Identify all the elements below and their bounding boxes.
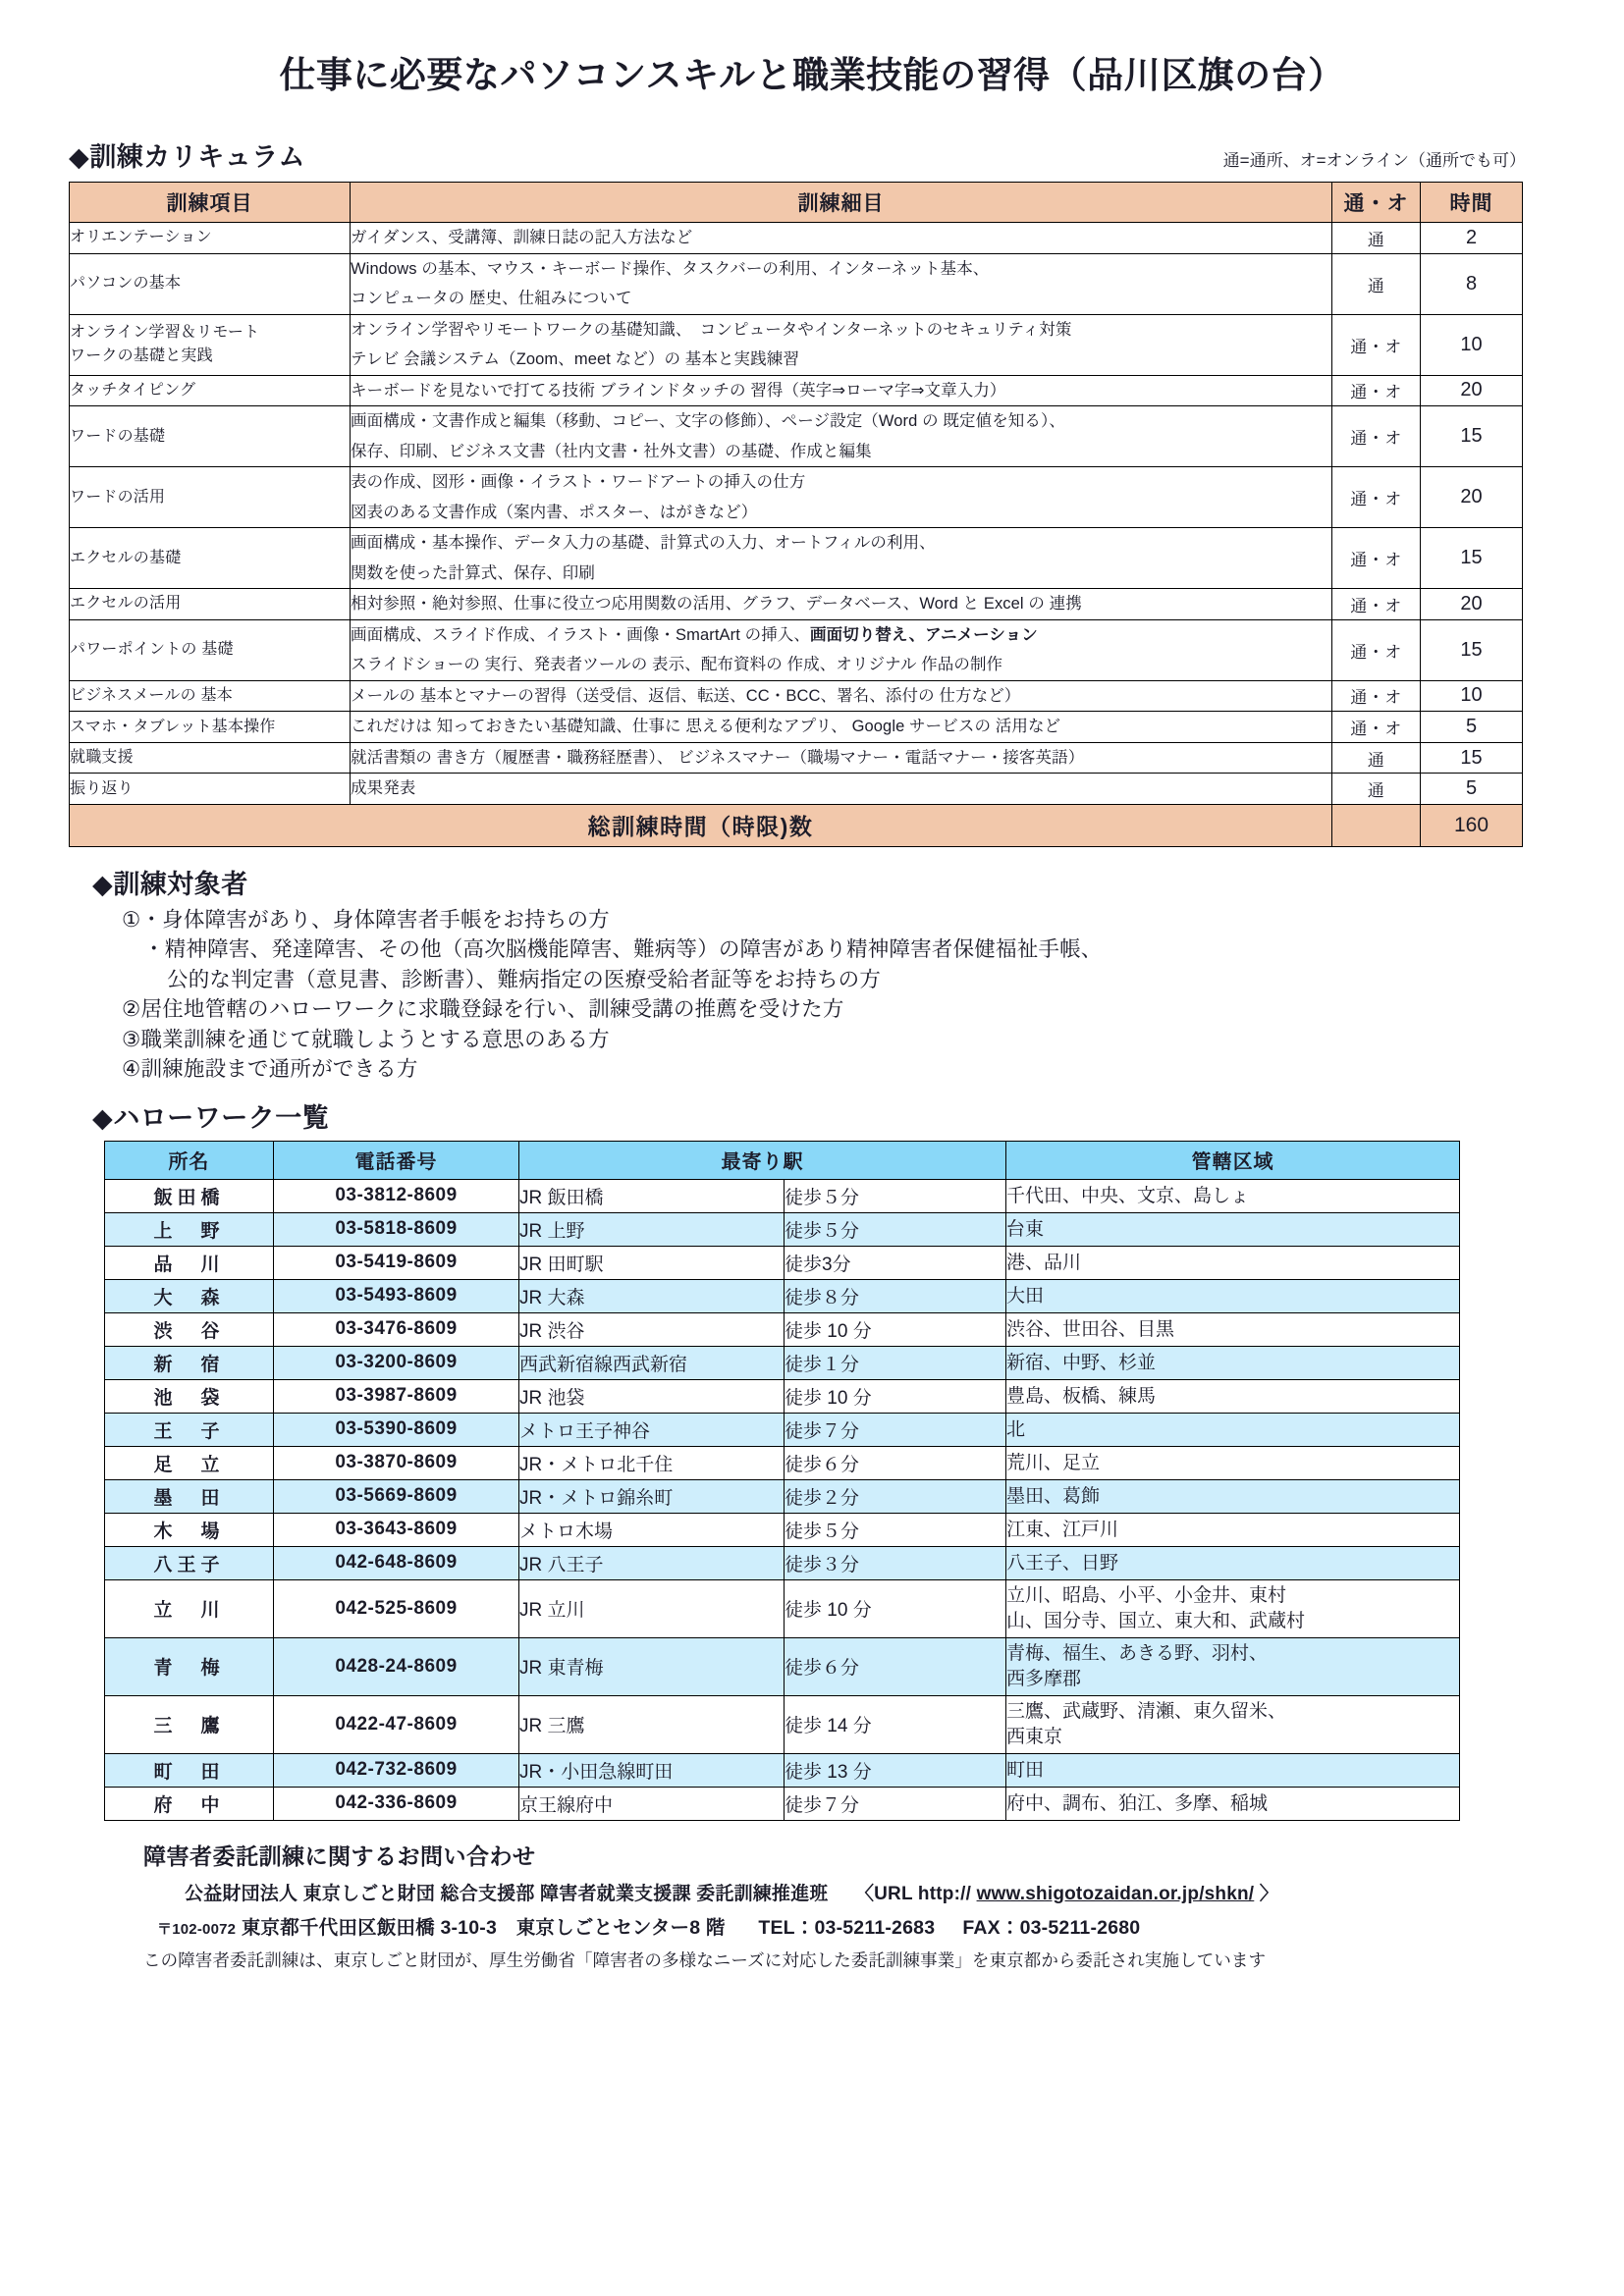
hellowork-walk-time: 徒歩８分 — [785, 1279, 1006, 1312]
curriculum-legend-note: 通=通所、オ=オンライン（通所でも可） — [1222, 151, 1526, 170]
curriculum-row — [70, 253, 1523, 314]
hellowork-telephone: 03-5419-8609 — [274, 1246, 519, 1279]
curriculum-item-mode: 通・オ — [1332, 712, 1421, 743]
hellowork-office-name: 新 宿 — [105, 1346, 274, 1379]
curriculum-header-row — [70, 183, 1523, 223]
hellowork-jurisdiction: 立川、昭島、小平、小金井、東村 山、国分寺、国立、東大和、武蔵村 — [1006, 1579, 1460, 1637]
hellowork-section-header — [69, 1096, 1555, 1135]
hellowork-row — [105, 1753, 1460, 1787]
hellowork-walk-time: 徒歩７分 — [785, 1413, 1006, 1446]
hellowork-station: JR 大森 — [519, 1279, 785, 1312]
hellowork-telephone: 03-3987-8609 — [274, 1379, 519, 1413]
hellowork-station: JR 三鷹 — [519, 1695, 785, 1753]
curriculum-item-hours: 2 — [1421, 223, 1523, 254]
target-section — [69, 863, 1555, 1085]
curriculum-item-detail: メールの 基本とマナーの習得（送受信、返信、転送、CC・BCC、署名、添付の 仕方など） — [351, 680, 1332, 712]
curriculum-item-detail: 画面構成、スライド作成、イラスト・画像・SmartArt の挿入、画面切り替え、アニメーション スライドショーの 実行、発表者ツールの 表示、配布資料の 作成、オリジナル 作品の制作 — [351, 619, 1332, 680]
curriculum-item-name: スマホ・タブレット基本操作 — [70, 712, 351, 743]
hellowork-row — [105, 1179, 1460, 1212]
hellowork-jurisdiction: 江東、江戸川 — [1006, 1513, 1460, 1546]
col-header-item: 訓練項目 — [70, 183, 351, 223]
curriculum-item-detail: 成果発表 — [351, 774, 1332, 805]
curriculum-item-name: ワードの活用 — [70, 467, 351, 528]
hellowork-station: JR 八王子 — [519, 1546, 785, 1579]
curriculum-item-detail: Windows の基本、マウス・キーボード操作、タスクバーの利用、インターネット基本、 コンピュータの 歴史、仕組みについて — [351, 253, 1332, 314]
hellowork-station: JR 上野 — [519, 1212, 785, 1246]
hellowork-row — [105, 1637, 1460, 1695]
curriculum-item-name: パワーポイントの 基礎 — [70, 619, 351, 680]
hellowork-office-name: 上 野 — [105, 1212, 274, 1246]
hellowork-walk-time: 徒歩１分 — [785, 1346, 1006, 1379]
curriculum-item-name: 就職支援 — [70, 742, 351, 774]
curriculum-heading: ◆訓練カリキュラム — [69, 142, 305, 172]
hellowork-office-name: 大 森 — [105, 1279, 274, 1312]
curriculum-row — [70, 467, 1523, 528]
hellowork-walk-time: 徒歩６分 — [785, 1446, 1006, 1479]
curriculum-item-name: パソコンの基本 — [70, 253, 351, 314]
target-line-list — [92, 905, 1555, 1085]
hellowork-office-name: 青 梅 — [105, 1637, 274, 1695]
hellowork-telephone: 042-648-8609 — [274, 1546, 519, 1579]
curriculum-item-mode: 通・オ — [1332, 589, 1421, 620]
curriculum-item-mode: 通・オ — [1332, 406, 1421, 467]
target-requirement-line: ①・身体障害があり、身体障害者手帳をお持ちの方 — [122, 907, 610, 932]
curriculum-item-name: オンライン学習＆リモート ワークの基礎と実践 — [70, 314, 351, 375]
hellowork-telephone: 03-3476-8609 — [274, 1312, 519, 1346]
hellowork-row — [105, 1346, 1460, 1379]
hellowork-jurisdiction: 大田 — [1006, 1279, 1460, 1312]
hellowork-station: JR 渋谷 — [519, 1312, 785, 1346]
curriculum-row — [70, 680, 1523, 712]
curriculum-row — [70, 742, 1523, 774]
hellowork-office-name: 町 田 — [105, 1753, 274, 1787]
hellowork-station: メトロ木場 — [519, 1513, 785, 1546]
hellowork-row — [105, 1446, 1460, 1479]
hellowork-walk-time: 徒歩３分 — [785, 1546, 1006, 1579]
target-requirement-line: ②居住地管轄のハローワークに求職登録を行い、訓練受講の推薦を受けた方 — [122, 997, 844, 1022]
hellowork-jurisdiction: 荒川、足立 — [1006, 1446, 1460, 1479]
curriculum-item-hours: 15 — [1421, 619, 1523, 680]
curriculum-item-mode: 通・オ — [1332, 528, 1421, 589]
target-heading: ◆訓練対象者 — [92, 869, 248, 899]
curriculum-item-hours: 5 — [1421, 712, 1523, 743]
curriculum-item-hours: 15 — [1421, 528, 1523, 589]
hellowork-jurisdiction: 新宿、中野、杉並 — [1006, 1346, 1460, 1379]
curriculum-item-name: 振り返り — [70, 774, 351, 805]
hellowork-telephone: 0422-47-8609 — [274, 1695, 519, 1753]
hellowork-body — [105, 1179, 1460, 1820]
curriculum-row — [70, 774, 1523, 805]
hellowork-telephone: 03-5493-8609 — [274, 1279, 519, 1312]
footer-address: 東京都千代田区飯田橋 3-10-3 東京しごとセンター8 階 — [241, 1916, 726, 1939]
curriculum-item-mode: 通・オ — [1332, 467, 1421, 528]
target-requirement-line: ・精神障害、発達障害、その他（高次脳機能障害、難病等）の障害があり精神障害者保健福祉手帳、 — [143, 937, 1103, 962]
hellowork-row — [105, 1413, 1460, 1446]
hellowork-row — [105, 1212, 1460, 1246]
footer-url-prefix: 〈URL http:// — [854, 1883, 972, 1904]
hellowork-telephone: 0428-24-8609 — [274, 1637, 519, 1695]
hellowork-jurisdiction: 港、品川 — [1006, 1246, 1460, 1279]
hellowork-station: JR 東青梅 — [519, 1637, 785, 1695]
curriculum-item-detail: 表の作成、図形・画像・イラスト・ワードアートの挿入の仕方 図表のある文書作成（案内書、ポスター、はがきなど） — [351, 467, 1332, 528]
hellowork-jurisdiction: 豊島、板橋、練馬 — [1006, 1379, 1460, 1413]
hellowork-walk-time: 徒歩 13 分 — [785, 1753, 1006, 1787]
hellowork-office-name: 品 川 — [105, 1246, 274, 1279]
hellowork-jurisdiction: 三鷹、武蔵野、清瀬、東久留米、 西東京 — [1006, 1695, 1460, 1753]
hellowork-row — [105, 1379, 1460, 1413]
hellowork-row — [105, 1279, 1460, 1312]
hellowork-table — [104, 1141, 1460, 1821]
hellowork-row — [105, 1787, 1460, 1820]
col-header-detail: 訓練細目 — [351, 183, 1332, 223]
hellowork-telephone: 03-3812-8609 — [274, 1179, 519, 1212]
curriculum-item-hours: 8 — [1421, 253, 1523, 314]
footer-address-line — [143, 1912, 1555, 1940]
hellowork-walk-time: 徒歩 10 分 — [785, 1579, 1006, 1637]
curriculum-item-name: エクセルの基礎 — [70, 528, 351, 589]
footer-url-suffix: 〉 — [1259, 1883, 1278, 1904]
hellowork-row — [105, 1513, 1460, 1546]
curriculum-item-mode: 通・オ — [1332, 680, 1421, 712]
hellowork-walk-time: 徒歩3分 — [785, 1246, 1006, 1279]
curriculum-item-mode: 通 — [1332, 253, 1421, 314]
hellowork-jurisdiction: 青梅、福生、あきる野、羽村、 西多摩郡 — [1006, 1637, 1460, 1695]
hellowork-jurisdiction: 渋谷、世田谷、目黒 — [1006, 1312, 1460, 1346]
total-hours-label: 総訓練時間（時限)数 — [70, 804, 1332, 846]
hellowork-telephone: 03-3643-8609 — [274, 1513, 519, 1546]
hellowork-office-name: 池 袋 — [105, 1379, 274, 1413]
hellowork-telephone: 03-5669-8609 — [274, 1479, 519, 1513]
hellowork-jurisdiction: 八王子、日野 — [1006, 1546, 1460, 1579]
curriculum-row — [70, 375, 1523, 406]
hellowork-station: JR 田町駅 — [519, 1246, 785, 1279]
hellowork-walk-time: 徒歩５分 — [785, 1179, 1006, 1212]
curriculum-item-mode: 通 — [1332, 223, 1421, 254]
curriculum-row — [70, 528, 1523, 589]
footer-postal-code: 〒102-0072 — [157, 1920, 237, 1938]
curriculum-item-mode: 通・オ — [1332, 314, 1421, 375]
hellowork-jurisdiction: 墨田、葛飾 — [1006, 1479, 1460, 1513]
hellowork-office-name: 足 立 — [105, 1446, 274, 1479]
target-requirement-line: ④訓練施設まで通所ができる方 — [122, 1057, 418, 1082]
hellowork-row — [105, 1246, 1460, 1279]
curriculum-item-mode: 通・オ — [1332, 375, 1421, 406]
hellowork-office-name: 府 中 — [105, 1787, 274, 1820]
curriculum-item-detail: オンライン学習やリモートワークの基礎知識、 コンピュータやインターネットのセキュリティ対策 テレビ 会議システム（Zoom、meet など）の 基本と実践練習 — [351, 314, 1332, 375]
curriculum-row — [70, 223, 1523, 254]
hellowork-walk-time: 徒歩 10 分 — [785, 1312, 1006, 1346]
curriculum-item-hours: 5 — [1421, 774, 1523, 805]
curriculum-item-hours: 20 — [1421, 467, 1523, 528]
footer-telephone: TEL：03-5211-2683 — [758, 1916, 936, 1939]
hellowork-walk-time: 徒歩７分 — [785, 1787, 1006, 1820]
total-mode-cell — [1332, 804, 1421, 846]
hellowork-row — [105, 1479, 1460, 1513]
curriculum-item-name: タッチタイピング — [70, 375, 351, 406]
hellowork-jurisdiction: 台東 — [1006, 1212, 1460, 1246]
curriculum-item-hours: 20 — [1421, 589, 1523, 620]
curriculum-item-name: オリエンテーション — [70, 223, 351, 254]
hellowork-office-name: 木 場 — [105, 1513, 274, 1546]
footer-contact — [69, 1839, 1555, 1972]
footer-fax: FAX：03-5211-2680 — [962, 1916, 1141, 1939]
hellowork-station: JR 飯田橋 — [519, 1179, 785, 1212]
hellowork-telephone: 042-336-8609 — [274, 1787, 519, 1820]
hellowork-walk-time: 徒歩 10 分 — [785, 1379, 1006, 1413]
page-title: 仕事に必要なパソコンスキルと職業技能の習得（品川区旗の台） — [279, 55, 1345, 95]
hellowork-office-name: 渋 谷 — [105, 1312, 274, 1346]
hellowork-office-name: 八王子 — [105, 1546, 274, 1579]
col-header-hours: 時間 — [1421, 183, 1523, 223]
footer-url-link[interactable]: www.shigotozaidan.or.jp/shkn/ — [976, 1883, 1255, 1904]
curriculum-item-mode: 通・オ — [1332, 619, 1421, 680]
curriculum-item-detail: 就活書類の 書き方（履歴書・職務経歴書）、 ビジネスマナー（職場マナー・電話マナー・接客英語） — [351, 742, 1332, 774]
hellowork-station: 京王線府中 — [519, 1787, 785, 1820]
curriculum-row — [70, 406, 1523, 467]
hellowork-row — [105, 1579, 1460, 1637]
hellowork-jurisdiction: 府中、調布、狛江、多摩、稲城 — [1006, 1787, 1460, 1820]
curriculum-item-detail: キーボードを見ないで打てる技術 ブラインドタッチの 習得（英字⇒ローマ字⇒文章入力） — [351, 375, 1332, 406]
curriculum-row — [70, 314, 1523, 375]
hellowork-row — [105, 1695, 1460, 1753]
curriculum-item-hours: 15 — [1421, 742, 1523, 774]
hellowork-walk-time: 徒歩 14 分 — [785, 1695, 1006, 1753]
curriculum-row — [70, 619, 1523, 680]
col-header-jurisdiction: 管轄区域 — [1006, 1141, 1460, 1179]
curriculum-total-row — [70, 804, 1523, 846]
curriculum-row — [70, 712, 1523, 743]
hellowork-station: JR 池袋 — [519, 1379, 785, 1413]
hellowork-office-name: 王 子 — [105, 1413, 274, 1446]
footer-org-name: 公益財団法人 東京しごと財団 総合支援部 障害者就業支援課 委託訓練推進班 — [185, 1883, 829, 1904]
hellowork-office-name: 三 鷹 — [105, 1695, 274, 1753]
hellowork-office-name: 墨 田 — [105, 1479, 274, 1513]
hellowork-jurisdiction: 町田 — [1006, 1753, 1460, 1787]
curriculum-row — [70, 589, 1523, 620]
hellowork-telephone: 042-732-8609 — [274, 1753, 519, 1787]
footer-organization-line — [143, 1879, 1555, 1905]
hellowork-telephone: 03-5818-8609 — [274, 1212, 519, 1246]
curriculum-item-mode: 通 — [1332, 742, 1421, 774]
total-hours-value: 160 — [1421, 804, 1523, 846]
col-header-office-name: 所名 — [105, 1141, 274, 1179]
curriculum-table — [69, 182, 1523, 847]
target-requirement-line: ③職業訓練を通じて就職しようとする意思のある方 — [122, 1027, 610, 1051]
col-header-telephone: 電話番号 — [274, 1141, 519, 1179]
curriculum-body — [70, 223, 1523, 847]
hellowork-station: JR 立川 — [519, 1579, 785, 1637]
hellowork-telephone: 03-3870-8609 — [274, 1446, 519, 1479]
curriculum-item-hours: 10 — [1421, 314, 1523, 375]
curriculum-item-hours: 20 — [1421, 375, 1523, 406]
hellowork-station: メトロ王子神谷 — [519, 1413, 785, 1446]
hellowork-station: 西武新宿線西武新宿 — [519, 1346, 785, 1379]
curriculum-item-name: ワードの基礎 — [70, 406, 351, 467]
curriculum-item-name: エクセルの活用 — [70, 589, 351, 620]
hellowork-office-name: 飯田橋 — [105, 1179, 274, 1212]
hellowork-office-name: 立 川 — [105, 1579, 274, 1637]
hellowork-header-row — [105, 1141, 1460, 1179]
hellowork-jurisdiction: 北 — [1006, 1413, 1460, 1446]
hellowork-station: JR・小田急線町田 — [519, 1753, 785, 1787]
hellowork-walk-time: 徒歩５分 — [785, 1513, 1006, 1546]
curriculum-item-detail: ガイダンス、受講簿、訓練日誌の記入方法など — [351, 223, 1332, 254]
hellowork-telephone: 042-525-8609 — [274, 1579, 519, 1637]
footer-title: 障害者委託訓練に関するお問い合わせ — [143, 1842, 536, 1869]
hellowork-row — [105, 1546, 1460, 1579]
col-header-mode: 通・オ — [1332, 183, 1421, 223]
curriculum-item-hours: 15 — [1421, 406, 1523, 467]
hellowork-heading: ◆ハローワーク一覧 — [92, 1102, 330, 1133]
footer-disclaimer: この障害者委託訓練は、東京しごと財団が、厚生労働省「障害者の多様なニーズに対応した委託訓練事業」を東京都から委託され実施しています — [143, 1949, 1267, 1970]
hellowork-walk-time: 徒歩６分 — [785, 1637, 1006, 1695]
curriculum-item-detail: 相対参照・絶対参照、仕事に役立つ応用関数の活用、グラフ、データベース、Word と Excel の 連携 — [351, 589, 1332, 620]
curriculum-item-mode: 通 — [1332, 774, 1421, 805]
curriculum-item-detail: 画面構成・文書作成と編集（移動、コピー、文字の修飾）、ページ設定（Word の 既定値を知る）、 保存、印刷、ビジネス文書（社内文書・社外文書）の基礎、作成と編集 — [351, 406, 1332, 467]
curriculum-item-detail: これだけは 知っておきたい基礎知識、仕事に 思える便利なアプリ、 Google サービスの 活用など — [351, 712, 1332, 743]
hellowork-station: JR・メトロ北千住 — [519, 1446, 785, 1479]
curriculum-item-detail: 画面構成・基本操作、データ入力の基礎、計算式の入力、オートフィルの利用、 関数を使った計算式、保存、印刷 — [351, 528, 1332, 589]
hellowork-jurisdiction: 千代田、中央、文京、島しょ — [1006, 1179, 1460, 1212]
hellowork-station: JR・メトロ錦糸町 — [519, 1479, 785, 1513]
col-header-nearest-station: 最寄り駅 — [519, 1141, 1006, 1179]
curriculum-item-hours: 10 — [1421, 680, 1523, 712]
hellowork-telephone: 03-5390-8609 — [274, 1413, 519, 1446]
target-requirement-line: 公的な判定書（意見書、診断書）、難病指定の医療受給者証等をお持ちの方 — [167, 967, 882, 991]
hellowork-walk-time: 徒歩５分 — [785, 1212, 1006, 1246]
curriculum-item-name: ビジネスメールの 基本 — [70, 680, 351, 712]
curriculum-section-header — [69, 135, 1555, 174]
hellowork-walk-time: 徒歩２分 — [785, 1479, 1006, 1513]
hellowork-row — [105, 1312, 1460, 1346]
hellowork-telephone: 03-3200-8609 — [274, 1346, 519, 1379]
